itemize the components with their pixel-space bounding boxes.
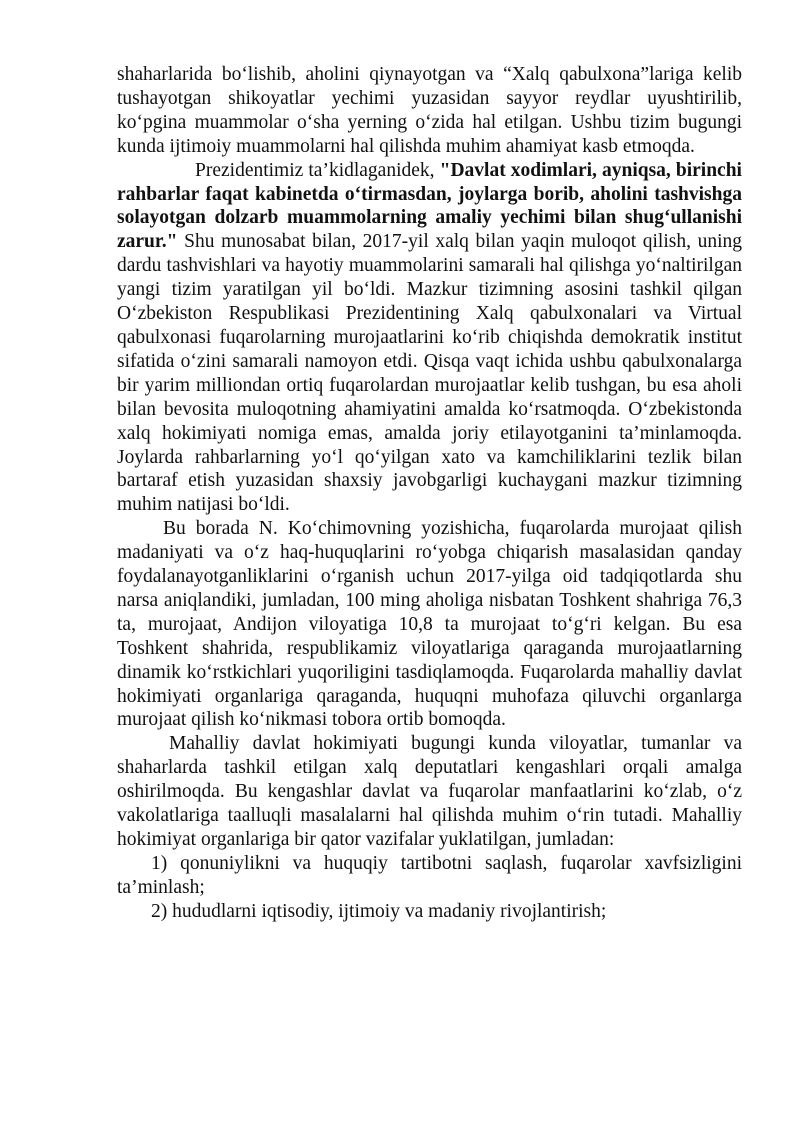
document-page	[117, 63, 742, 924]
paragraph-president-quote	[117, 159, 742, 518]
list-item: 1) qonuniylikni va huquqiy tartibotni saqlash, fuqarolar xavfsizligini ta’minlash;	[117, 852, 742, 898]
quote-follow-text: Shu munosabat bilan, 2017-yil xalq bilan yaqin muloqot qilish, uning dardu tashvishlari va hayotiy muammolarini samarali hal qilishga yo‘naltirilgan yangi tizim yaratilgan yil bo‘ldi. Mazkur tizimning asosini tashkil qilgan O‘zbekiston Respublikasi Prezidentining Xalq qabulxonalari va Virtual qabulxonasi fuqarolarning murojaatlarini ko‘rib chiqishda demokratik institut sifatida o‘zini samarali namoyon etdi. Qisqa vaqt ichida ushbu qabulxonalarga bir yarim milliondan ortiq fuqarolardan murojaatlar kelib tushgan, bu esa aholi bilan bevosita muloqotning ahamiyatini amalda ko‘rsatmoqda. O‘zbekistonda xalq hokimiyati nomiga emas, amalda joriy etilayotganini ta’minlamoqda. Joylarda rahbarlarning yo‘l qo‘yilgan xato va kamchiliklarini tezlik bilan bartaraf etish yuzasidan shaxsiy javobgarligi kuchaygani mazkur tizimning muhim natijasi bo‘ldi.	[117, 231, 742, 516]
list-item: 2) hududlarni iqtisodiy, ijtimoiy va madaniy rivojlantirish;	[151, 900, 607, 922]
paragraph-statistics: Bu borada N. Ko‘chimovning yozishicha, fuqarolarda murojaat qilish madaniyati va o‘z haq-huquqlarini ro‘yobga chiqarish masalasidan qanday foydalanayotganliklarini o‘rganish uchun 2017-yilga oid tadqiqotlarda shu narsa aniqlandiki, jumladan, 100 ming aholiga nisbatan Toshkent shahriga 76,3 ta, murojaat, Andijon viloyatiga 10,8 ta murojaat to‘g‘ri kelgan. Bu esa Toshkent shahrida, respublikamiz viloyatlariga qaraganda murojaatlarning dinamik ko‘rstkichlari yuqoriligini tasdiqlamoqda. Fuqarolarda mahalliy davlat hokimiyati organlariga qaraganda, huquqni muhofaza qiluvchi organlarga murojaat qilish ko‘nikmasi tobora ortib bomoqda.	[117, 518, 742, 731]
paragraph-local-government: Mahalliy davlat hokimiyati bugungi kunda viloyatlar, tumanlar va shaharlarda tashkil etilgan xalq deputatlari kengashlari orqali amalga oshirilmoqda. Bu kengashlar davlat va fuqarolar manfaatlarini ko‘zlab, o‘z vakolatlariga taalluqli masalalarni hal qilishda muhim o‘rin tutadi. Mahalliy hokimiyat organlariga bir qator vazifalar yuklatilgan, jumladan:	[117, 733, 742, 850]
quote-lead-text: Prezidentimiz ta’kidlaganidek,	[195, 159, 440, 181]
bold-quote: "Davlat xodimlari, ayniqsa, birinchi rahbarlar faqat kabinetda o‘tirmasdan, joylarga borib, aholini tashvishga solayotgan dolzarb muammolarning amaliy yechimi bilan shug‘ullanishi zarur."	[117, 159, 742, 253]
paragraph-continuation: shaharlarida bo‘lishib, aholini qiynayotgan va “Xalq qabulxona”lariga kelib tushayotgan shikoyatlar yechimi yuzasidan sayyor reydlar uyushtirilib, ko‘pgina muammolar o‘sha yerning o‘zida hal etilgan. Ushbu tizim bugungi kunda ijtimoiy muammolarni hal qilishda muhim ahamiyat kasb etmoqda.	[117, 64, 742, 157]
